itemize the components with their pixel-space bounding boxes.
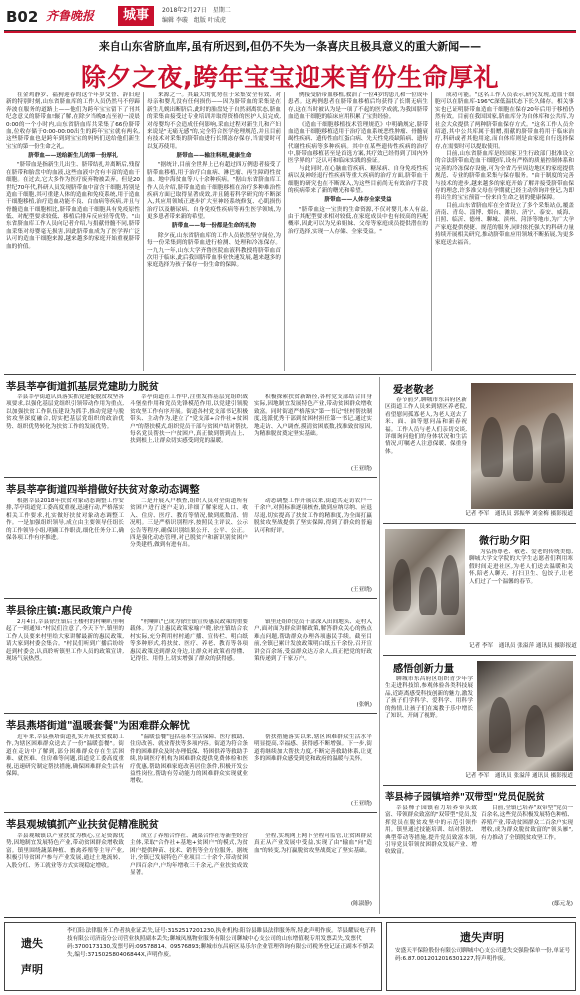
- paragraph: 例接受脐带血移植,救治了一位4岁的患儿和一位成年患者。这两例患者在脐带血移植后均获得了长期无病生存,这在当时被认为是一项了不起的医学成就,为我国脐带血造血干细胞的临床应用积累了宝贵经验。: [288, 92, 428, 121]
- lead-headline: 除夕之夜,跨年宝宝迎来首份生命厚礼: [81, 63, 499, 92]
- sidebar-divider: [383, 523, 576, 524]
- paragraph: 积极探索扶贫新路径,各村党支部结合自身实际,因地制宜发展特色产业,带动贫困群众增收致富。同时街道严格落实"第一书记"驻村帮扶制度,选派优秀干部到贫困村担任第一书记,通过实地走访、入户调查,摸清贫困底数,找准致贫原因,为精准脱贫奠定坚实基础。: [254, 394, 372, 437]
- article-column: [6, 394, 124, 474]
- byline: (王亚晓): [350, 587, 372, 593]
- paragraph: 莘县柿子园镇着力培养带头致富、带领群众致富的"双带型"党员,发挥党员在脱贫攻坚中的示范引领作用。镇里通过技能培训、结对帮扶、典型带动等措施,提升党员致富本领,引导党员带领贫困群众发展产业、增收致富。: [385, 805, 477, 856]
- paragraph: "脐带血是指新生儿出生、脐带结扎并离断后,残留在脐带和胎盘中的血液,这些血液中含有丰富的造血干细胞。在过去,它大多作为医疗废弃物被丢弃。但是20世纪70年代,科研人员发现脐带血中富含干细胞,特别是造血干细胞,其可重建人体的造血和免疫系统,用于造血干细胞移植,治疗造血功能不良、白血病等疾病,并且与骨髓造血干细胞相比,脐带血造血干细胞具有免疫原性低、对配型要求较低、移植后排斥反应轻等优势。"山东省脐血库工作人员向记者介绍,与捐献骨髓不同,脐带血采集对母婴毫无损害,因此脐带血成为了医学界广泛认可的造血干细胞来源,越来越多的家庭开始重视脐带血的价值。: [6, 162, 140, 250]
- subheading: 脐带血——人体存全家受益: [324, 197, 392, 204]
- article-column: [481, 805, 573, 899]
- byline: (陈淑静): [350, 901, 372, 907]
- article-column: [6, 619, 124, 709]
- lead-column-2: [147, 92, 281, 371]
- article-title: 莘县柿子园镇培养"双带型"党员促脱贫: [385, 792, 545, 803]
- lead-column-1: [6, 92, 140, 371]
- photo-credit: 记者 李军 通讯员 张溢萍 通讯员 摄影报道: [465, 773, 573, 779]
- notice-body: 李红阳:法律服务工作者执业证丢失,证号:3152517201230,执业机构:阳谷县睢县法律服务所,特此声明作废。莘县耀辰电子科技有限公司济南分公司营业执照副本丢失;聊城凤凰物业服务有限公司聊城中心支公司的山东增值税专用发票丢失,发票代码:3700173130,发票号码:09578814、09576893;聊城市东昌府区易乐尔企业管理咨询有限公司税务登记证正副本不慎丢失,编号:371502580406844X,声明作废。: [67, 928, 376, 959]
- sidebar-text: [385, 676, 473, 762]
- paragraph: 全程,实现网上网下全程可监管,让贫困群众真正从产业发展中受益,实现了由"输血"向"造血"的转变,为打赢脱贫攻坚战奠定了坚实基础。: [254, 833, 372, 854]
- sidebar-title: 感悟创新力量: [393, 664, 455, 675]
- article-column: [254, 833, 372, 899]
- paragraph: 成功可能。"这名工作人员表示,研究发现,造血干细胞可以在脐血库-196℃深低温状态下长久储存。相关事实也已证明脐带血造血干细胞在保存20年后用于移植仍然有效。目前在我国国家,脐血库分为自体库和公共库,为社会大众提供了两种脐带血保存方式。"这名工作人员介绍道,其中公共库属于捐赠,捐献的脐带血将用于临床治疗,科研或者其他用途,而自体库则是由家庭自行选择保存,在需要时可以提取使用。: [435, 92, 574, 150]
- column-divider: [431, 92, 432, 371]
- paragraph: 莘亭街道在工作中,注重发挥基层党组织战斗堡垒作用和党员先锋模范作用,以党建引领脱贫攻坚工作有序开展。街道各村党支部书记积极带头、主动作为,建立了"党支部+合作社+贫困户"的帮扶模式,组织党员干部与贫困户结对帮扶,每名党员帮扶一户贫困户,真正做到帮到点上、扶到根上,让群众切实感受到党的温暖。: [130, 394, 248, 445]
- paragraph: 莘县莘亭街道认真落实抓党建促脱贫攻坚各项要求,以强化基层党组织引领带动作用为重点,以加强扶贫工作队伍建设为抓手,推动党建与脱贫攻坚深度融合,切实把基层党组织的政治优势、组织优势转化为扶贫工作的发展优势。: [6, 394, 124, 430]
- byline: (鄢元龙): [551, 901, 573, 907]
- article-column: [130, 619, 248, 709]
- notice-title: 遗失声明: [460, 931, 504, 944]
- paragraph: 帮扶措施落实以来,辖区困难群众生活水平明显提高,幸福感、获得感不断增强。下一步,街道将继续加大帮扶力度,不断完善救助体系,让更多的困难群众感受到党和政府的温暖与关怀。: [254, 734, 372, 763]
- red-rule: [4, 31, 576, 33]
- issue-date: 2018年2月27日 星期二: [162, 7, 231, 14]
- sidebar-divider: [383, 655, 576, 656]
- lost-notice-box: [4, 922, 382, 991]
- sidebar-text: [385, 397, 467, 495]
- sidebar-text: [469, 549, 573, 641]
- photo-sidebar: [383, 377, 576, 914]
- article-column: [254, 619, 372, 701]
- paragraph: 二是开展入户核查,组织人员对全街道所有贫困户进行逐户走访,详细了解家庭人口、收入、住房、医疗、教育等情况,做到底数清、情况明。三是严格识别程序,按照民主评议、公示公告等程序,确保识别结果公开、公平、公正。四是强化动态管理,对已脱贫户和新识别贫困户分类建档,做到有进有出。: [130, 498, 248, 549]
- article-column: [6, 734, 124, 808]
- subheading: 脐带血——送给新生儿的第一份厚礼: [28, 153, 118, 159]
- photo-volunteers: [385, 529, 465, 635]
- column-divider: [284, 92, 285, 371]
- column-divider: [143, 92, 144, 371]
- sidebar-divider: [383, 785, 576, 786]
- paragraph: 2月4日,莘县徐庄镇后王楼村的村喇叭里响起了一则通知:"村民们注意了,今天下午,镇里的工作人员要来村里给大家讲解最新的惠民政策,请大家到村委会集合。"村民们听到广播后纷纷赶到村委会,认真聆听镇里工作人员的政策宣讲,现场气氛热烈。: [6, 619, 124, 662]
- subheading: 脐带血——每一份都是生命的礼物: [172, 223, 256, 230]
- column-divider: [379, 377, 380, 914]
- article-column: [254, 498, 372, 586]
- notice-body: 安盛天平保险股份有限公司聊城中心支公司遗失交强险保单一份,单证号码:6.87.0012012016301227,特声明作废。: [395, 948, 571, 963]
- section-label: 城事: [118, 6, 154, 26]
- notice-label: 声明: [21, 963, 43, 976]
- paragraph: 目前,山东省脐血库在全省设立了多个采集站点,覆盖济南、青岛、淄博、烟台、潍坊、济宁、泰安、威海、日照、临沂、德州、聊城、滨州、菏泽等地市,为广大孕产家庭提供便捷、规范的服务,同时依托强大的科研力量持续开展相关研究,推动脐带血应用领域不断拓展,为更多家庭送去福音。: [435, 202, 574, 246]
- paragraph: 镇里还组织党员干部深入田间地头、走村入户,面对面为群众讲解政策,解答群众关心的热点难点问题,帮助群众办理各项惠民手续。截至目前,全镇已累计发放政策明白纸五千余份,召开宣讲会百余场,受益群众达万余人,真正把党的好政策传递到了千家万户。: [254, 619, 372, 662]
- subheading: 脐带血——输注料理,健康生命: [176, 153, 252, 159]
- page-number: B02: [6, 8, 39, 26]
- article-column: [6, 498, 124, 594]
- editor-credits: 编辑 李璇 组版 叶成虎: [162, 17, 226, 24]
- lead-column-4: [435, 92, 574, 371]
- byline: (张帆): [356, 702, 372, 708]
- paragraph: 与此同时,在心脑血管疾病、糖尿病、自身免疫性疾病以及神经退行性疾病等重大疾病的治疗方面,脐带血干细胞的研究也在不断深入,为这些目前尚无有效治疗手段的疾病带来了新的曙光和希望。: [288, 165, 428, 194]
- sidebar-title: 微行助夕阳: [479, 536, 530, 547]
- photo-science-museum: [477, 661, 573, 771]
- lost-notice-box: [386, 922, 576, 991]
- byline: (王亚晓): [350, 801, 372, 807]
- paragraph: 为弘扬尊老、敬老、爱老的传统美德,聊城大学文学院的大学生志愿者们利用寒假时间走进社区,为老人们送去温暖和关怀,陪老人聊天、打扫卫生、包饺子,让老人们过了一个温馨的春节。: [469, 549, 573, 585]
- paragraph: 近年来,莘县燕塔街道扎实开展扶贫救助工作,为辖区困难群众送去了一份"温暖套餐"。街道在走访中了解到,部分困难群众存在生活困难、就医难、住房难等问题,街道党工委高度重视,迅速研究制定帮扶措施,确保困难群众生活有保障。: [6, 734, 124, 777]
- article-divider: [4, 477, 377, 478]
- lead-kicker: 来自山东省脐血库,虽有所迟到,但仍不失为一条喜庆且极具意义的重大新闻——: [98, 40, 482, 53]
- byline: (王亚晓): [350, 466, 372, 472]
- paragraph: 根据莘县2018年扶贫对象动态调整工作安排,莘亭街道党工委高度重视,迅速行动,严格落实相关工作要求,扎实做好扶贫对象动态调整工作。一是加强组织领导,成立由主要领导任组长的工作领导小组,明确工作职责,细化任务分工,确保各项工作有序推进。: [6, 498, 124, 541]
- paragraph: 目前,全镇已培养"双带型"党员一百余名,这些党员积极发展特色种植、养殖产业,带动贫困群众二百余户实现增收,成为群众脱贫致富的"领头雁",有力推动了全镇脱贫攻坚工作。: [481, 805, 573, 841]
- notice-label: 遗失: [21, 937, 43, 950]
- notices-area: [4, 917, 576, 992]
- paragraph: "据统计,目前全世界上已有超过四万例患者接受了脐带血移植,用于治疗白血病、淋巴瘤、再生障碍性贫血、地中海贫血等八十余种疾病。"据山东省脐血库工作人员介绍,脐带血造血干细胞移植在治疗多种难治性疾病方面已取得显著成效,并且随着科学研究的不断深入,其应用领域正逐步扩大至神经系统修复、心肌损伤治疗以及糖尿病、自身免疫性疾病等再生医学领域,为更多患者带来新的希望。: [147, 162, 281, 220]
- paragraph: 成立了养殖合作社、蔬菜合作社等新型经营主体,采取"合作社+基地+贫困户"的模式,为贫困户提供种苗、技术、销售等全方位服务。据统计,全镇已发展特色产业项目二十余个,带动贫困户四百余户,户均年增收三千余元,产业扶贫成效显著。: [130, 833, 248, 876]
- article-column: [130, 498, 248, 594]
- news-briefs: [4, 377, 377, 914]
- article-divider: [4, 812, 377, 813]
- paragraph: 聊城市东昌府区组织青少年学生走进科技馆,参观体验各类科技展品,近距离感受科技创新的魅力,激发了孩子们学科学、爱科学、用科学的热情,让孩子们在寓教于乐中增长了知识、开阔了视野。: [385, 676, 473, 719]
- lead-column-3: [288, 92, 428, 371]
- paragraph: "温暖套餐"包括基本生活保障、医疗救助、住房改善、就业帮扶等多项内容。街道为符合条件的困难群众及时办理低保、特困供养等救助手续,协调医疗机构为困难群众提供免费体检和医疗优惠,帮助困难家庭改善居住条件,积极开发公益性岗位,帮助有劳动能力的困难群众实现就业增收。: [130, 734, 248, 785]
- paragraph: 春节前夕,聊城市东昌府区新区街道工作人员来到辖区养老院,看望慰问孤寡老人,为老人送去了米、面、油等慰问品和新春祝福。工作人员与老人们亲切交谈,详细询问他们的身体状况和生活情况,叮嘱老人注意保暖、保重身体。: [385, 397, 467, 455]
- article-title: 莘县燕塔街道"温暖套餐"为困难群众解忧: [6, 721, 190, 732]
- paragraph: 莘县观城镇以产业扶贫为核心,立足资源优势,因地制宜发展特色产业,带动贫困群众增收致富。镇里围绕蔬菜种植、畜禽养殖等主导产业,积极引导贫困户参与产业发展,通过土地流转、入股分红、务工就业等方式实现稳定增收。: [6, 833, 124, 869]
- article-column: [254, 734, 372, 800]
- paragraph: 动态调整工作开展以来,街道共走访农户一千余户,对照标准逐项核查,做到应纳尽纳、应退尽退,切实提高了扶贫工作的精准度,为全面打赢脱贫攻坚战提供了坚实保障,得到了群众的普遍认可和好评。: [254, 498, 372, 534]
- paragraph: "村喇叭"已成为徐庄镇宣传惠民政策的重要载体。为了让惠民政策家喻户晓,徐庄镇结合农村实际,充分利用村村通广播、宣传栏、明白纸等多种形式,将扶贫、医疗、养老、教育等各项惠民政策送到群众身边,让群众对政策看得懂、记得住、用得上,切实增强了群众的获得感。: [130, 619, 248, 662]
- paragraph: 来源之一。其最大的优势在于采集安全有效、对母亲和婴儿没有任何损伤——因为脐带血的采集是在新生儿娩出断脐后,此时的胎盘处于自然剥离状态,脐血的采集由接受过专业培训并取得资格的医护人员完成,对母婴均不会造成任何影响,采血过程对新生儿和产妇来说是"无痛无感"的,完全符合医学伦理规范,并且目前有技术对采集的脐带血进行长期冻存保存,当需要时可以复苏使用。: [147, 92, 281, 150]
- article-column: [6, 833, 124, 913]
- article-title: 莘县莘亭街道抓基层党建助力脱贫: [6, 382, 159, 393]
- article-column: [254, 394, 372, 466]
- photo-credit: 记者 李军 通讯员 张溢萍 通讯员 摄影报道: [469, 643, 577, 649]
- article-column: [130, 833, 248, 913]
- article-column: [130, 734, 248, 808]
- article-title: 莘县莘亭街道四举措做好扶贫对象动态调整: [6, 485, 200, 496]
- article-column: [130, 394, 248, 474]
- newspaper-logo: 齐鲁晚报: [46, 9, 95, 23]
- paragraph: "脐带血这一宝贵的生命资源,不仅对婴儿本人有益,由于其配型要求相对较低,在家庭成员中也有较高的匹配概率,因此可以为兄弟姐妹、父母等家庭成员提供潜在的治疗选择,实现一人存储、全家受益。": [288, 206, 428, 235]
- section-divider: [4, 374, 576, 375]
- article-divider: [4, 713, 377, 714]
- article-column: [385, 805, 477, 911]
- photo-credit: 记者 李军 通讯员 郭振华 刘金梅 摄影报道: [465, 511, 573, 517]
- photo-elderly-visit: [471, 383, 573, 509]
- paragraph: 《造血干细胞移植技术管理规范》中明确规定,脐带血造血干细胞移植适用于治疗造血系统恶性肿瘤、骨髓衰竭性疾病、遗传性血红蛋白病、先天性免疫缺陷病、遗传代谢性疾病等多种疾病。其中在某些遗传性疾病的治疗中,脐带血移植甚至是首选方案,其疗效已经得到了国内外医学界的广泛认可和临床实践的验证。: [288, 121, 428, 165]
- article-title: 莘县观城镇抓产业扶贫促精准脱贫: [6, 820, 159, 831]
- masthead: [4, 3, 576, 31]
- paragraph: 目前,山东省脐血库是经国家卫生行政部门批准设立的合法脐带血造血干细胞库,设有严格的质量控制体系和完善的冷冻保存设施,可为全省乃至周边地区的家庭提供规范、专业的脐带血采集与保存服务。"由于制度的完善与技术的进步,越来越多的家庭开始了解并接受脐带血保存的理念,许多准父母在孕期就已经主动咨询并登记,为即将出生的宝宝预留一份来自生命之初的健康保障。: [435, 151, 574, 202]
- sidebar-title: 爱老敬老: [393, 385, 434, 396]
- article-title: 莘县徐庄镇:惠民政策户户传: [6, 606, 133, 617]
- article-divider: [4, 598, 377, 599]
- paragraph: 除夕夜,山东省脐血库的工作人员依然坚守岗位,为每一份采集到的脐带血进行检测、处理和冷冻保存。一九九一年,山东大学齐鲁医院血液科教授将脐带血首次用于临床,此后我国脐带血事业快速发展,越来越多的家庭选择为孩子保存一份生命的保障。: [147, 232, 281, 269]
- paragraph: 在金鸡静岁、福狗迎春的这个年岁交替、辞旧迎新的特别时刻,山东省脐血库的工作人员仍然马不停蹄奔波在服务的道路上——他们为跨年宝宝留下了刊其纪念意义的脐带血!辗了解,在除夕当晚8点至初一凌晨0:00的一个小时内,山东省脐血库共采集了66份脐带血,位收存储于0:00-00:00出生的跨年宝宝就有两名,这些脐带血也是跨年到到宝宝的妈妈们送给他们新生宝宝的第一份生命之礼。: [6, 92, 140, 150]
